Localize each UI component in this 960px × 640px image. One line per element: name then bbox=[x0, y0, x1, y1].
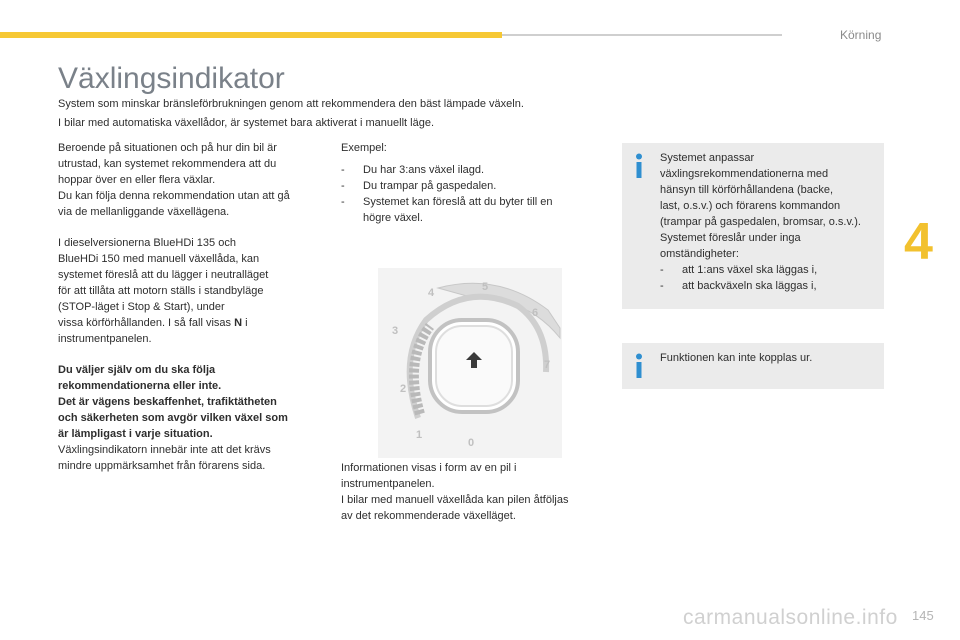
list-item: - Du trampar på gaspedalen. bbox=[341, 180, 497, 192]
bold-line: Du väljer själv om du ska följa bbox=[58, 364, 216, 376]
list-item: - att 1:ans växel ska läggas i, bbox=[660, 264, 818, 276]
text-line: Systemet föreslår under inga bbox=[660, 232, 801, 244]
text-line: Beroende på situationen och på hur din bil är bbox=[58, 142, 277, 154]
text-line: av det rekommenderade växelläget. bbox=[341, 510, 516, 522]
intro-line-2: I bilar med automatiska växellådor, är systemet bara aktiverat i manuellt läge. bbox=[58, 117, 435, 129]
page-number: 145 bbox=[912, 608, 934, 623]
text-line: instrumentpanelen. bbox=[58, 333, 152, 345]
gauge-label: 2 bbox=[400, 383, 407, 395]
column-left bbox=[58, 140, 320, 474]
text-line: Informationen visas i form av en pil i bbox=[341, 462, 517, 474]
text-line: hoppar över en eller flera växlar. bbox=[58, 174, 216, 186]
info-icon bbox=[634, 153, 644, 179]
gauge-label: 5 bbox=[482, 281, 489, 293]
text-line: instrumentpanelen. bbox=[341, 478, 435, 490]
gauge-label: 4 bbox=[428, 287, 435, 299]
list-item: - Systemet kan föreslå att du byter till en högre växel. bbox=[341, 196, 553, 224]
info-icon bbox=[634, 353, 644, 379]
example-list bbox=[341, 162, 603, 226]
text-line: BlueHDi 150 med manuell växellåda, kan bbox=[58, 253, 260, 265]
text-line: Du kan följa denna rekommendation utan att gå bbox=[58, 190, 290, 202]
page-title: Växlingsindikator bbox=[58, 62, 285, 95]
column-middle-bottom bbox=[341, 460, 611, 524]
text-line: omständigheter: bbox=[660, 248, 739, 260]
chapter-number: 4 bbox=[904, 213, 933, 271]
text-line: växlingsrekommendationerna med bbox=[660, 168, 829, 180]
gauge-label: 6 bbox=[532, 307, 539, 319]
header-accent-bar bbox=[0, 32, 502, 38]
text-line: Växlingsindikatorn innebär inte att det krävs bbox=[58, 444, 271, 456]
info-box-text bbox=[660, 150, 882, 294]
text-line: (trampar på gaspedalen, bromsar, o.s.v.). bbox=[660, 216, 861, 228]
gauge-label: 1 bbox=[416, 429, 423, 441]
gauge-label: 7 bbox=[544, 359, 551, 371]
text-line: vissa körförhållanden. I så fall visas bbox=[58, 317, 235, 329]
text-line: mindre uppmärksamhet från förarens sida. bbox=[58, 460, 266, 472]
watermark: carmanualsonline.info bbox=[683, 606, 898, 629]
text-line: Systemet anpassar bbox=[660, 152, 755, 164]
list-item: - Du har 3:ans växel ilagd. bbox=[341, 164, 485, 176]
paragraph-info bbox=[341, 460, 611, 524]
text-line: via de mellanliggande växellägena. bbox=[58, 206, 230, 218]
text-line: I dieselversionerna BlueHDi 135 och bbox=[58, 237, 236, 249]
gear-indicator-diagram bbox=[378, 268, 562, 458]
info-box-text: Funktionen kan inte kopplas ur. bbox=[660, 352, 813, 364]
bold-line: rekommendationerna eller inte. bbox=[58, 380, 222, 392]
bold-line: Det är vägens beskaffenhet, trafiktätheten bbox=[58, 396, 277, 408]
text-line: i bbox=[242, 317, 248, 329]
gauge-label: 0 bbox=[468, 437, 475, 449]
bold-line: och säkerheten som avgör vilken växel som bbox=[58, 412, 288, 424]
text-line: hänsyn till körförhållandena (backe, bbox=[660, 184, 834, 196]
info-box-adaptation bbox=[622, 143, 884, 309]
gauge-label: 3 bbox=[392, 325, 399, 337]
bold-line: är lämpligast i varje situation. bbox=[58, 428, 213, 440]
text-line: systemet föreslå att du lägger i neutralläget bbox=[58, 269, 269, 281]
info-box-disable bbox=[622, 343, 884, 389]
text-line: utrustad, kan systemet rekommendera att du bbox=[58, 158, 277, 170]
info-list bbox=[660, 262, 882, 294]
text-line: last, o.s.v.) och förarens kommandon bbox=[660, 200, 841, 212]
header-rule bbox=[502, 34, 782, 36]
paragraph-2 bbox=[58, 235, 320, 347]
text-line: (STOP-läget i Stop & Start), under bbox=[58, 301, 225, 313]
example-label: Exempel: bbox=[341, 142, 387, 154]
paragraph-3 bbox=[58, 362, 320, 474]
list-item: - att backväxeln ska läggas i, bbox=[660, 280, 817, 292]
section-label: Körning bbox=[840, 28, 882, 42]
text-line: I bilar med manuell växellåda kan pilen åtföljas bbox=[341, 494, 569, 506]
paragraph-1 bbox=[58, 140, 320, 220]
text-line: för att tillåta att motorn ställs i standbyläge bbox=[58, 285, 264, 297]
column-middle bbox=[341, 140, 603, 226]
neutral-symbol: N bbox=[234, 317, 243, 329]
intro-line-1: System som minskar bränsleförbrukningen genom att rekommendera den bäst lämpade växeln. bbox=[58, 98, 524, 110]
